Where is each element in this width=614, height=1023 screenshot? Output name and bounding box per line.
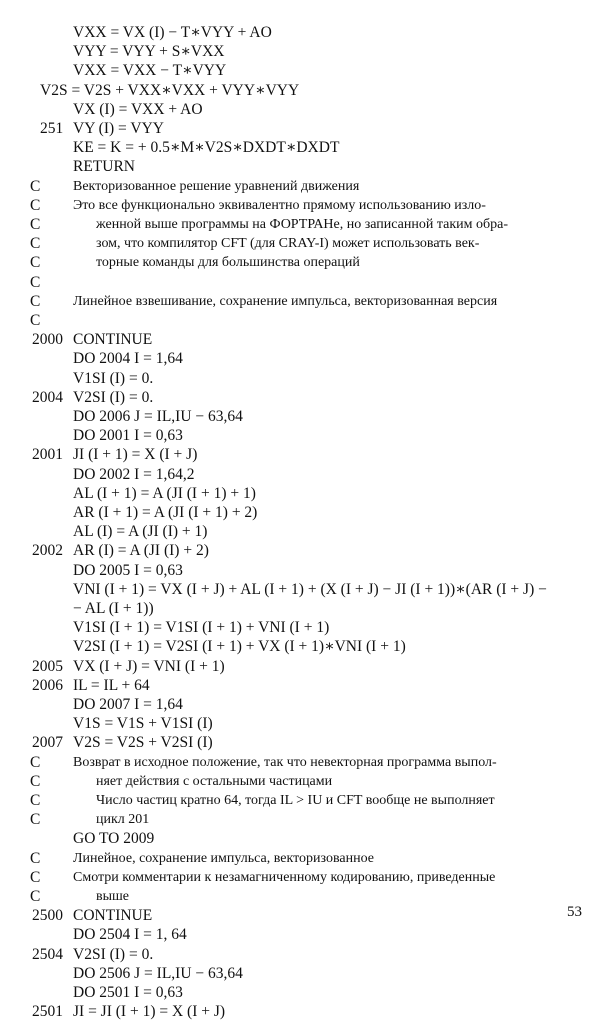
code-line [0, 619, 604, 639]
line-text: KE = K = + 0.5∗M∗V2S∗DXDT∗DXDT [73, 139, 340, 156]
comment-line [0, 254, 604, 274]
statement-label: 2006 [32, 677, 63, 694]
line-text: Смотри комментарии к незамагниченному кодированию, приведенные [73, 870, 496, 885]
line-text: V1SI (I) = 0. [73, 370, 154, 387]
code-line [0, 946, 604, 966]
code-line [0, 715, 604, 735]
line-text: DO 2004 I = 1,64 [73, 350, 183, 367]
code-line [0, 677, 604, 697]
code-line [0, 696, 604, 716]
code-line [0, 446, 604, 466]
statement-label: 251 [40, 120, 64, 137]
line-text: DO 2001 I = 0,63 [73, 427, 183, 444]
code-line [0, 926, 604, 946]
comment-line [0, 773, 604, 793]
line-text: CONTINUE [73, 907, 153, 924]
line-text: Векторизованное решение уравнений движения [73, 179, 360, 194]
line-text: DO 2005 I = 0,63 [73, 562, 183, 579]
code-line [0, 638, 604, 658]
comment-line [0, 312, 604, 332]
comment-line [0, 869, 604, 889]
line-text: VX (I) = VXX + AO [73, 101, 203, 118]
line-text: DO 2506 J = IL,IU − 63,64 [73, 965, 243, 982]
code-line [0, 331, 604, 351]
line-text: V2SI (I + 1) = V2SI (I + 1) + VX (I + 1)∗VNI (I + 1) [73, 638, 406, 655]
comment-marker: C [30, 254, 41, 271]
code-line [0, 408, 604, 428]
comment-marker: C [30, 792, 41, 809]
line-text: Это все функционально эквивалентно прямому использованию изло- [73, 198, 486, 213]
code-line [0, 389, 604, 409]
comment-marker: C [30, 773, 41, 790]
line-text: DO 2006 J = IL,IU − 63,64 [73, 408, 243, 425]
code-line [0, 907, 604, 927]
code-line [0, 139, 604, 159]
line-text: DO 2504 I = 1, 64 [73, 926, 187, 943]
code-line [0, 158, 604, 178]
code-line [0, 581, 604, 601]
line-text: − AL (I + 1)) [73, 600, 154, 617]
code-line [0, 24, 604, 44]
comment-line [0, 754, 604, 774]
line-text: GO TO 2009 [73, 830, 155, 847]
comment-line [0, 274, 604, 294]
line-text: женной выше программы на ФОРТРАНе, но записанной таким обра- [96, 217, 509, 232]
comment-line [0, 293, 604, 313]
statement-label: 2500 [32, 907, 63, 924]
comment-line [0, 792, 604, 812]
line-text: V2S = V2S + VXX∗VXX + VYY∗VYY [40, 82, 300, 99]
code-line [0, 734, 604, 754]
statement-label: 2005 [32, 658, 63, 675]
line-text: Возврат в исходное положение, так что невекторная программа выпол- [73, 755, 497, 770]
line-text: V1S = V1S + V1SI (I) [73, 715, 213, 732]
line-text: VYY = VYY + S∗VXX [73, 43, 225, 60]
line-text: AL (I + 1) = A (JI (I + 1) + 1) [73, 485, 256, 502]
code-line [0, 350, 604, 370]
comment-line [0, 216, 604, 236]
line-text: цикл 201 [96, 812, 150, 827]
code-line [0, 427, 604, 447]
line-text: AR (I + 1) = A (JI (I + 1) + 2) [73, 504, 258, 521]
line-text: Число частиц кратно 64, тогда IL > IU и CFT вообще не выполняет [96, 793, 495, 808]
line-text: V1SI (I + 1) = V1SI (I + 1) + VNI (I + 1) [73, 619, 330, 636]
comment-marker: C [30, 178, 41, 195]
code-line [0, 523, 604, 543]
comment-marker: C [30, 235, 41, 252]
line-text: DO 2002 I = 1,64,2 [73, 466, 195, 483]
code-line [0, 562, 604, 582]
code-line [0, 1003, 604, 1023]
code-line [0, 542, 604, 562]
line-text: Линейное, сохранение импульса, векторизованное [73, 851, 374, 866]
code-line [0, 82, 604, 102]
comment-marker: C [30, 274, 41, 291]
statement-label: 2000 [32, 331, 63, 348]
line-text: RETURN [73, 158, 135, 175]
statement-label: 2501 [32, 1003, 63, 1020]
line-text: VNI (I + 1) = VX (I + J) + AL (I + 1) + (X (I + J) − JI (I + 1))∗(AR (I + J) − [73, 581, 547, 598]
line-text: няет действия с остальными частицами [96, 774, 333, 789]
line-text: выше [96, 889, 130, 904]
line-text: JI = JI (I + 1) = X (I + J) [73, 1003, 226, 1020]
code-line [0, 600, 604, 620]
page-number: 53 [567, 904, 582, 920]
line-text: AL (I) = A (JI (I) + 1) [73, 523, 208, 540]
comment-marker: C [30, 197, 41, 214]
line-text: JI (I + 1) = X (I + J) [73, 446, 198, 463]
comment-line [0, 811, 604, 831]
line-text: VX (I + J) = VNI (I + 1) [73, 658, 225, 675]
line-text: DO 2007 I = 1,64 [73, 696, 183, 713]
line-text: VXX = VX (I) − T∗VYY + AO [73, 24, 272, 41]
code-line [0, 101, 604, 121]
line-text: DO 2501 I = 0,63 [73, 984, 183, 1001]
code-line [0, 370, 604, 390]
line-text: V2S = V2S + V2SI (I) [73, 734, 213, 751]
comment-line [0, 178, 604, 198]
code-line [0, 485, 604, 505]
comment-marker: C [30, 312, 41, 329]
statement-label: 2002 [32, 542, 63, 559]
line-text: торные команды для большинства операций [96, 255, 360, 270]
line-text: зом, что компилятор CFT (для CRAY-I) может использовать век- [96, 236, 480, 251]
code-line [0, 830, 604, 850]
code-line [0, 120, 604, 140]
code-line [0, 504, 604, 524]
line-text: AR (I) = A (JI (I) + 2) [73, 542, 209, 559]
code-line [0, 466, 604, 486]
line-text: Линейное взвешивание, сохранение импульса, векторизованная версия [73, 294, 498, 309]
comment-line [0, 850, 604, 870]
code-line [0, 62, 604, 82]
line-text: CONTINUE [73, 331, 153, 348]
statement-label: 2504 [32, 946, 63, 963]
comment-marker: C [30, 754, 41, 771]
comment-line [0, 888, 604, 908]
comment-line [0, 197, 604, 217]
line-text: VY (I) = VYY [73, 120, 164, 137]
comment-line [0, 235, 604, 255]
line-text: VXX = VXX − T∗VYY [73, 62, 227, 79]
comment-marker: C [30, 888, 41, 905]
line-text: V2SI (I) = 0. [73, 389, 154, 406]
statement-label: 2004 [32, 389, 63, 406]
comment-marker: C [30, 293, 41, 310]
code-line [0, 984, 604, 1004]
code-line [0, 965, 604, 985]
comment-marker: C [30, 811, 41, 828]
line-text: V2SI (I) = 0. [73, 946, 154, 963]
code-line [0, 658, 604, 678]
comment-marker: C [30, 850, 41, 867]
comment-marker: C [30, 216, 41, 233]
statement-label: 2007 [32, 734, 63, 751]
line-text: IL = IL + 64 [73, 677, 150, 694]
statement-label: 2001 [32, 446, 63, 463]
comment-marker: C [30, 869, 41, 886]
code-line [0, 43, 604, 63]
